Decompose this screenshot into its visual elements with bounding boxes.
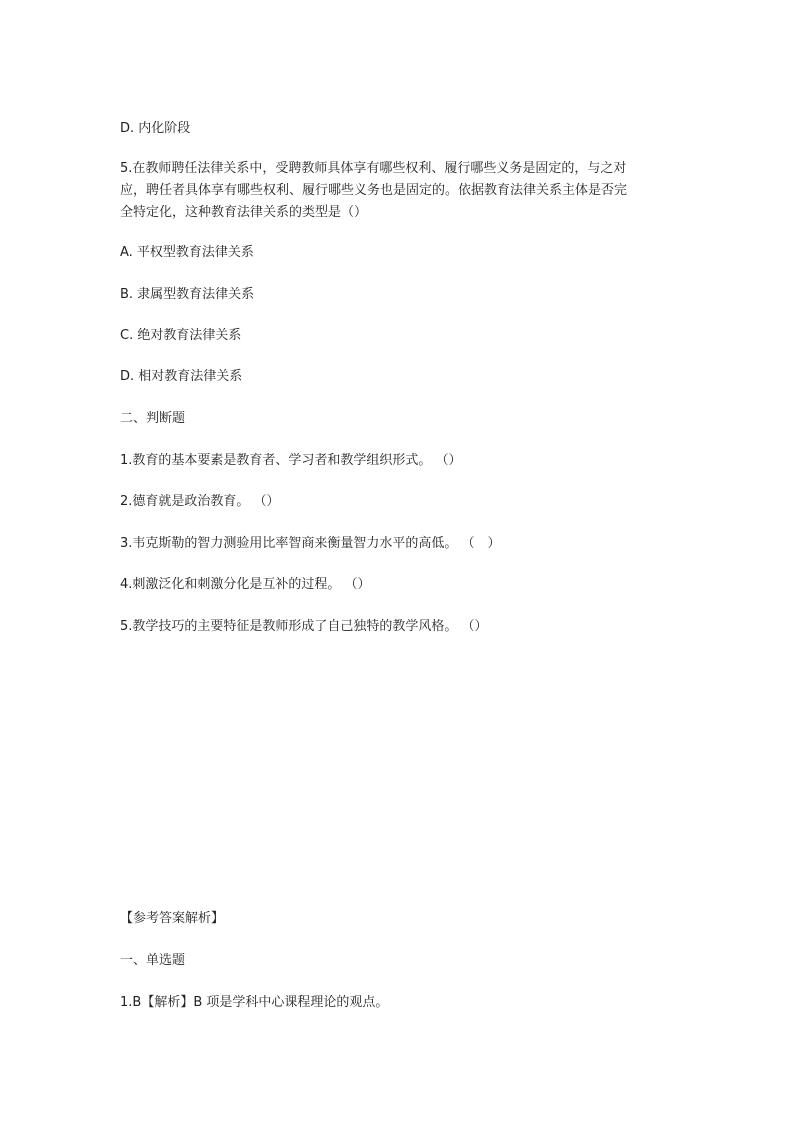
judgement-item-5: 5.教学技巧的主要特征是教师形成了自己独特的教学风格。 （）	[120, 619, 488, 634]
q5-option-a: A. 平权型教育法律关系	[120, 245, 254, 260]
question-5	[120, 158, 680, 224]
answer-heading: 【参考答案解析】	[120, 911, 225, 926]
judgement-item-1: 1.教育的基本要素是教育者、学习者和教学组织形式。 （）	[120, 453, 462, 468]
q5-option-d: D. 相对教育法律关系	[120, 369, 243, 384]
q5-option-b: B. 隶属型教育法律关系	[120, 287, 255, 302]
section-heading-judgement: 二、判断题	[120, 411, 186, 426]
question-5-line-2: 应，聘任者具体享有哪些权利、履行哪些义务也是固定的。依据教育法律关系主体是否完	[120, 183, 628, 198]
answer-item-1: 1.B【解析】B 项是学科中心课程理论的观点。	[120, 995, 389, 1010]
q5-option-c: C. 绝对教育法律关系	[120, 328, 242, 343]
judgement-item-4: 4.刺激泛化和刺激分化是互补的过程。 （）	[120, 577, 371, 592]
judgement-item-3: 3.韦克斯勒的智力测验用比率智商来衡量智力水平的高低。 （ ）	[120, 536, 501, 551]
question-5-line-3: 全特定化，这种教育法律关系的类型是（）	[120, 205, 368, 220]
judgement-item-2: 2.德育就是政治教育。 （）	[120, 494, 280, 509]
q4-option-d: D. 内化阶段	[120, 121, 191, 136]
question-5-line-1: 5.在教师聘任法律关系中，受聘教师具体享有哪些权利、履行哪些义务是固定的，与之对	[120, 161, 627, 176]
answer-section-single-choice: 一、单选题	[120, 953, 186, 968]
